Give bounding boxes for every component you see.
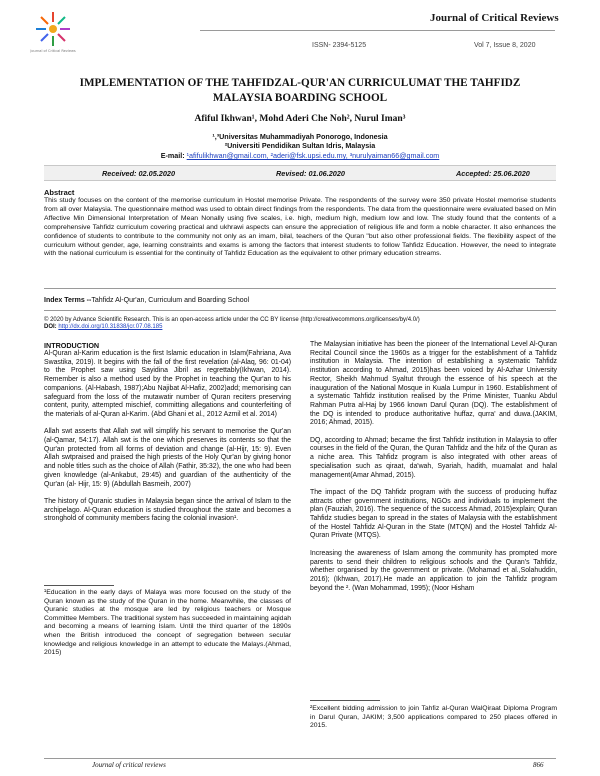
paragraph: Al-Quran al-Karim education is the first Islamic education in Islam(Fahriana, Ava Swastika, 2019). It begins with the fall of the first revelation (al-Alaq, 96: 01-04) to the Prophet saw using Sayidina Jibril as regrettably(Ikhwan, 2014). Remember is also a method used by the Prophet in teaching the Qur'an to his companions. (Al-Habash, 1987);Abu Najibat Al-Hafiz, 2002)add; memorising can safeguard from the loss of the mutawatir number of Quran reciters preserving content, purity, attempted mischief, committing allegations and counterfeiting of the materials of al-Quran al-Karim. (Abd Ghani et al., 2012 Azmil et al. 2014) <box>44 350 291 418</box>
footnote-1: ¹Education in the early days of Malaya was more focused on the study of the Quran known as the study of the Quran in the home. Meanwhile, the classes of Quranic studies at the mosque are led by religious teachers or Mosque Committee Members. The traditional system has succeeded in maintaining aqidah and becoming a means of learning Islam. Until the third quarter of the 1890s when the British introduced the concept of segregation between secular knowledge and religious knowledge in an attempt to educate the Malays.(Ahmad, 2015) <box>44 589 291 657</box>
received-date: Received: 02.05.2020 <box>102 169 176 178</box>
journal-title: Journal of Critical Reviews <box>430 12 559 24</box>
revised-date: Revised: 01.06.2020 <box>276 169 345 178</box>
journal-logo <box>30 8 76 54</box>
header-rule <box>200 30 555 31</box>
paragraph: Increasing the awareness of Islam among the community has prompted more parents to send their children to religious schools and the Quran's Tahfidz, whether organised by the government or private. (Mohamad et al.,Solahuddin, 2016); (Ikhwan, 2017).He made an application to join the Tahfidz program beyond the ². (Wan Mohammad, 1995); (Noor Hisham <box>310 549 557 592</box>
email-links[interactable]: ¹afifulikhwan@gmail.com, ²aderi@fsk.upsi.edu.my, ³nurulyaiman66@gmail.com <box>186 151 440 160</box>
paragraph: The history of Quranic studies in Malaysia began since the arrival of Islam to the archipelago. Al-Quran education is studied throughout the state and becomes a stronghold of community members facing the colonial invasion¹. <box>44 497 291 523</box>
paragraph: Allah swt asserts that Allah swt will simplify his servant to memorise the Qur'an (al-Qamar, 54:17). Allah swt is the one which preserves its contents so that the Qur'an protected from all forms of deviation and change (al-Hijr, 15: 9). Even Allah swtpraised and praised the high priests of the Holy Qur'an by giving honor and noble titles such as the choice of Allah (Fathir, 35:32), the one who had been given knowledge (al-Ankabut, 29:45) and guardian of the authenticity of the Qur'an (al- Hijr, 15: 9) (Abdullah Basmeih, 2007) <box>44 428 291 488</box>
dates-bar <box>44 165 556 181</box>
paper-title: IMPLEMENTATION OF THE TAHFIDZAL-QUR'AN CURRICULUMAT THE TAHFIDZ MALAYSIA BOARDING SCHOOL <box>79 77 521 104</box>
paragraph: The impact of the DQ Tahfidz program with the success of producing huffaz attracts other government institutions, NGOs and individuals to implement the plan (Fauziah, 2016). The sequence of the success Ahmad, 2015)explain; Quran Tahfidz studies began to spread in the states of Malaysia with the establishment of the Hostel Tahfidz Al-Quran in the State (MTQN) and the Hostel Tahfidz Al-Quran Private (MTQS). <box>310 488 557 540</box>
abstract-text: This study focuses on the content of the memorise curriculum in Hostel memorise Private. The respondents of the survey were 350 private Hostel memorise students from all over Malaysia. The questionnaire method was used to obtain direct findings from the respondents. The data from the questionnaire were evaluated based on Min Affective Min Dimensional Interpretation of Mean Nonally using five scales, i.e. high, medium high, medium low and low. The study found that the contents of a comprehensive Tahfidz curriculum covering practical and ukhrawi aspects can ensure the appreciation of religious life and form a noble character. It also enhances the confidence of students to contribute to the community not only as an imam, bilal, teachers of the Quran "but also other professional fields. The flexibility aspect of the curriculum without gender, age, learning constraints and exams is among the factors that interest students to follow Tahfidz Education. However, the need to integrate with the national curriculum is essential for the continuity of Tahfidz Education as the equivalent to other primary education streams. <box>44 197 556 258</box>
footnote-2: ²Excellent bidding admission to join Tahfiz al-Quran WalQiraat Diploma Program in Darul Quran, JAKIM; 3,500 applications compared to 250 places offered in 2015. <box>310 705 557 730</box>
abstract-heading: Abstract <box>44 188 75 197</box>
footnote-rule <box>310 700 380 701</box>
paragraph: The Malaysian initiative has been the pioneer of the International Level Al-Quran Recital Council since the 1960s as a trigger for the establishment of a Tahfidz institution in Malaysia. The intention of establishing a systematic Tahfidz institution according to Ahmad, 2015)has been voiced by Al-Azhar University Rector, Sheikh Mahmud Syaltut through the essence of his speech at the inauguration of the National Mosque in Kuala Lumpur in 1960. Establishment of a systematic Tahfidz institution realised by the Prime Minister, Tuanku Abdul Rahman Putra al-Haj by 1966 known Darul Quran (DQ). The establishment of the DQ is intended to produce authoritative huffaz, qurra' and duwa.(JAKIM, 2016; Ahmad, 2015). <box>310 341 557 427</box>
doi-link[interactable]: http://dx.doi.org/10.31838/jcr.07.08.185 <box>58 324 163 330</box>
affiliation-2: ²Universiti Pendidikan Sultan Idris, Malaysia <box>224 141 376 150</box>
right-column <box>310 341 557 602</box>
authors: Afiful Ikhwan¹, Mohd Aderi Che Noh², Nurul Iman³ <box>194 114 406 124</box>
page-number: 866 <box>533 761 544 769</box>
volume-issue: Vol 7, Issue 8, 2020 <box>474 42 536 49</box>
index-terms-text: Tahfidz Al-Qur'an, Curriculum and Boarding School <box>91 297 250 304</box>
footer-journal: Journal of critical reviews <box>92 761 166 769</box>
section-heading-introduction: INTRODUCTION <box>44 341 100 350</box>
footer-rule <box>44 758 556 759</box>
footnote-rule <box>44 585 114 586</box>
issn: ISSN- 2394-5125 <box>312 42 367 49</box>
accepted-date: Accepted: 25.06.2020 <box>456 169 530 178</box>
svg-text:Journal of Critical Reviews: Journal of Critical Reviews <box>30 49 76 53</box>
email-label: E-mail: <box>160 151 185 160</box>
affiliation-1: ¹,³Universitas Muhammadiyah Ponorogo, Indonesia <box>212 132 388 141</box>
doi-label: DOI: <box>44 324 57 330</box>
index-terms-label: Index Terms -- <box>44 297 92 304</box>
divider <box>44 310 556 311</box>
license-text: © 2020 by Advance Scientific Research. This is an open-access article under the CC BY license (http://creativecommons.org/licenses/by/4.0/) <box>44 317 420 323</box>
index-terms <box>44 297 556 304</box>
paragraph: DQ, according to Ahmad; became the first Tahfidz institution in Malaysia to offer courses in the field of the Quran, the Quran Tahfidz and the hifz of the Quran as a niche area. This Tahfidz program is also integrated with other areas of specialisation such as qiraat, da'wah, Syariah, hadith, muamalat and halal management(Amar Ahmad, 2015). <box>310 436 557 479</box>
divider <box>44 288 556 289</box>
doi-line <box>44 324 162 330</box>
email-line <box>60 151 540 160</box>
left-column <box>44 350 291 533</box>
